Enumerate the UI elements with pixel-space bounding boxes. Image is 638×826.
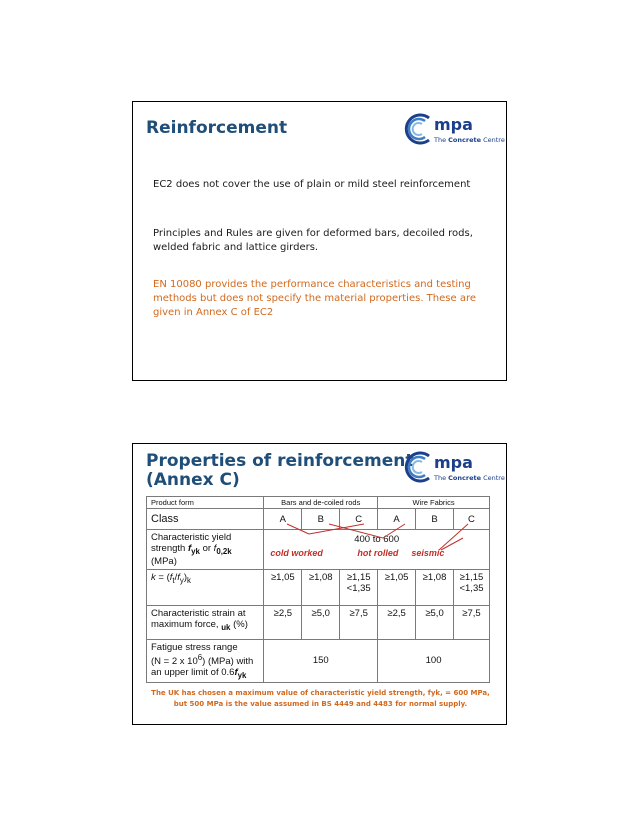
mpa-logo	[403, 112, 505, 150]
slide-properties	[132, 443, 507, 725]
k-cell: ≥1,08	[416, 569, 454, 605]
note-line-2: but 500 MPa is the value assumed in BS 4449 and 4483 for normal supply.	[173, 700, 468, 708]
table-row-strain	[147, 605, 490, 639]
mpa-swirl-icon	[403, 112, 437, 146]
class-cell: A	[264, 509, 302, 530]
strain-cell: ≥2,5	[264, 605, 302, 639]
strain-label: Characteristic strain at maximum force, $_{uk}$ (%)	[147, 605, 264, 639]
table-row-class	[147, 509, 490, 530]
slide-title	[146, 452, 414, 490]
class-cell: C	[340, 509, 378, 530]
k-cell: ≥1,05	[378, 569, 416, 605]
label-seismic: seismic	[411, 548, 445, 558]
logo-subtitle: The Concrete Centre	[434, 474, 505, 482]
slide-title-line1: Properties of reinforcement	[146, 451, 414, 471]
k-label: $k = (f_t/f_y)_k$	[147, 569, 264, 605]
slide-title: Reinforcement	[146, 118, 288, 138]
yield-label: Characteristic yield strength $f_{yk}$ or $f_{0,2k}$ (MPa)	[147, 530, 264, 570]
uk-note	[133, 688, 508, 710]
paragraph-scope: EC2 does not cover the use of plain or mild steel reinforcement	[153, 179, 471, 190]
yield-value: 400 to 600	[354, 534, 400, 545]
logo-subtitle: The Concrete Centre	[434, 136, 505, 144]
class-cell: A	[378, 509, 416, 530]
table-row-yield	[147, 530, 490, 570]
slide-reinforcement	[132, 101, 507, 381]
strain-cell: ≥2,5	[378, 605, 416, 639]
class-label: Class	[147, 509, 264, 530]
header-wire-fabrics: Wire Fabrics	[378, 497, 490, 509]
header-bars: Bars and de-coiled rods	[264, 497, 378, 509]
k-cell: ≥1,05	[264, 569, 302, 605]
k-cell: ≥1,15 <1,35	[453, 569, 489, 605]
paragraph-principles: Principles and Rules are given for deformed bars, decoiled rods, welded fabric and lattice girders.	[153, 228, 473, 253]
label-hot-rolled: hot rolled	[357, 548, 399, 558]
class-cell: C	[453, 509, 489, 530]
table-row-k	[147, 569, 490, 605]
class-cell: B	[416, 509, 454, 530]
mpa-logo	[403, 450, 505, 488]
strain-cell: ≥7,5	[453, 605, 489, 639]
strain-cell: ≥5,0	[302, 605, 340, 639]
header-product-form: Product form	[147, 497, 264, 509]
k-cell: ≥1,15 <1,35	[340, 569, 378, 605]
table-row-fatigue	[147, 639, 490, 682]
fatigue-bars-value: 150	[264, 639, 378, 682]
yield-value-cell	[264, 530, 490, 570]
slide-title-line2: (Annex C)	[146, 470, 240, 490]
label-cold-worked: cold worked	[270, 548, 323, 558]
class-cell: B	[302, 509, 340, 530]
note-line-1: The UK has chosen a maximum value of characteristic yield strength, fyk, = 600 MPa,	[151, 689, 490, 697]
k-cell: ≥1,08	[302, 569, 340, 605]
table-header-row	[147, 497, 490, 509]
fatigue-fabric-value: 100	[378, 639, 490, 682]
strain-cell: ≥5,0	[416, 605, 454, 639]
fatigue-label: Fatigue stress range (N = 2 x $10^6$) (MPa) with an upper limit of $0.6f_{yk}$	[147, 639, 264, 682]
logo-word: mpa	[434, 453, 473, 472]
logo-word: mpa	[434, 115, 473, 134]
paragraph-en10080: EN 10080 provides the performance characteristics and testing methods but does not specify the material properties. These are given in Annex C of EC2	[153, 279, 476, 318]
mpa-swirl-icon	[403, 450, 437, 484]
properties-table	[146, 496, 490, 683]
strain-cell: ≥7,5	[340, 605, 378, 639]
